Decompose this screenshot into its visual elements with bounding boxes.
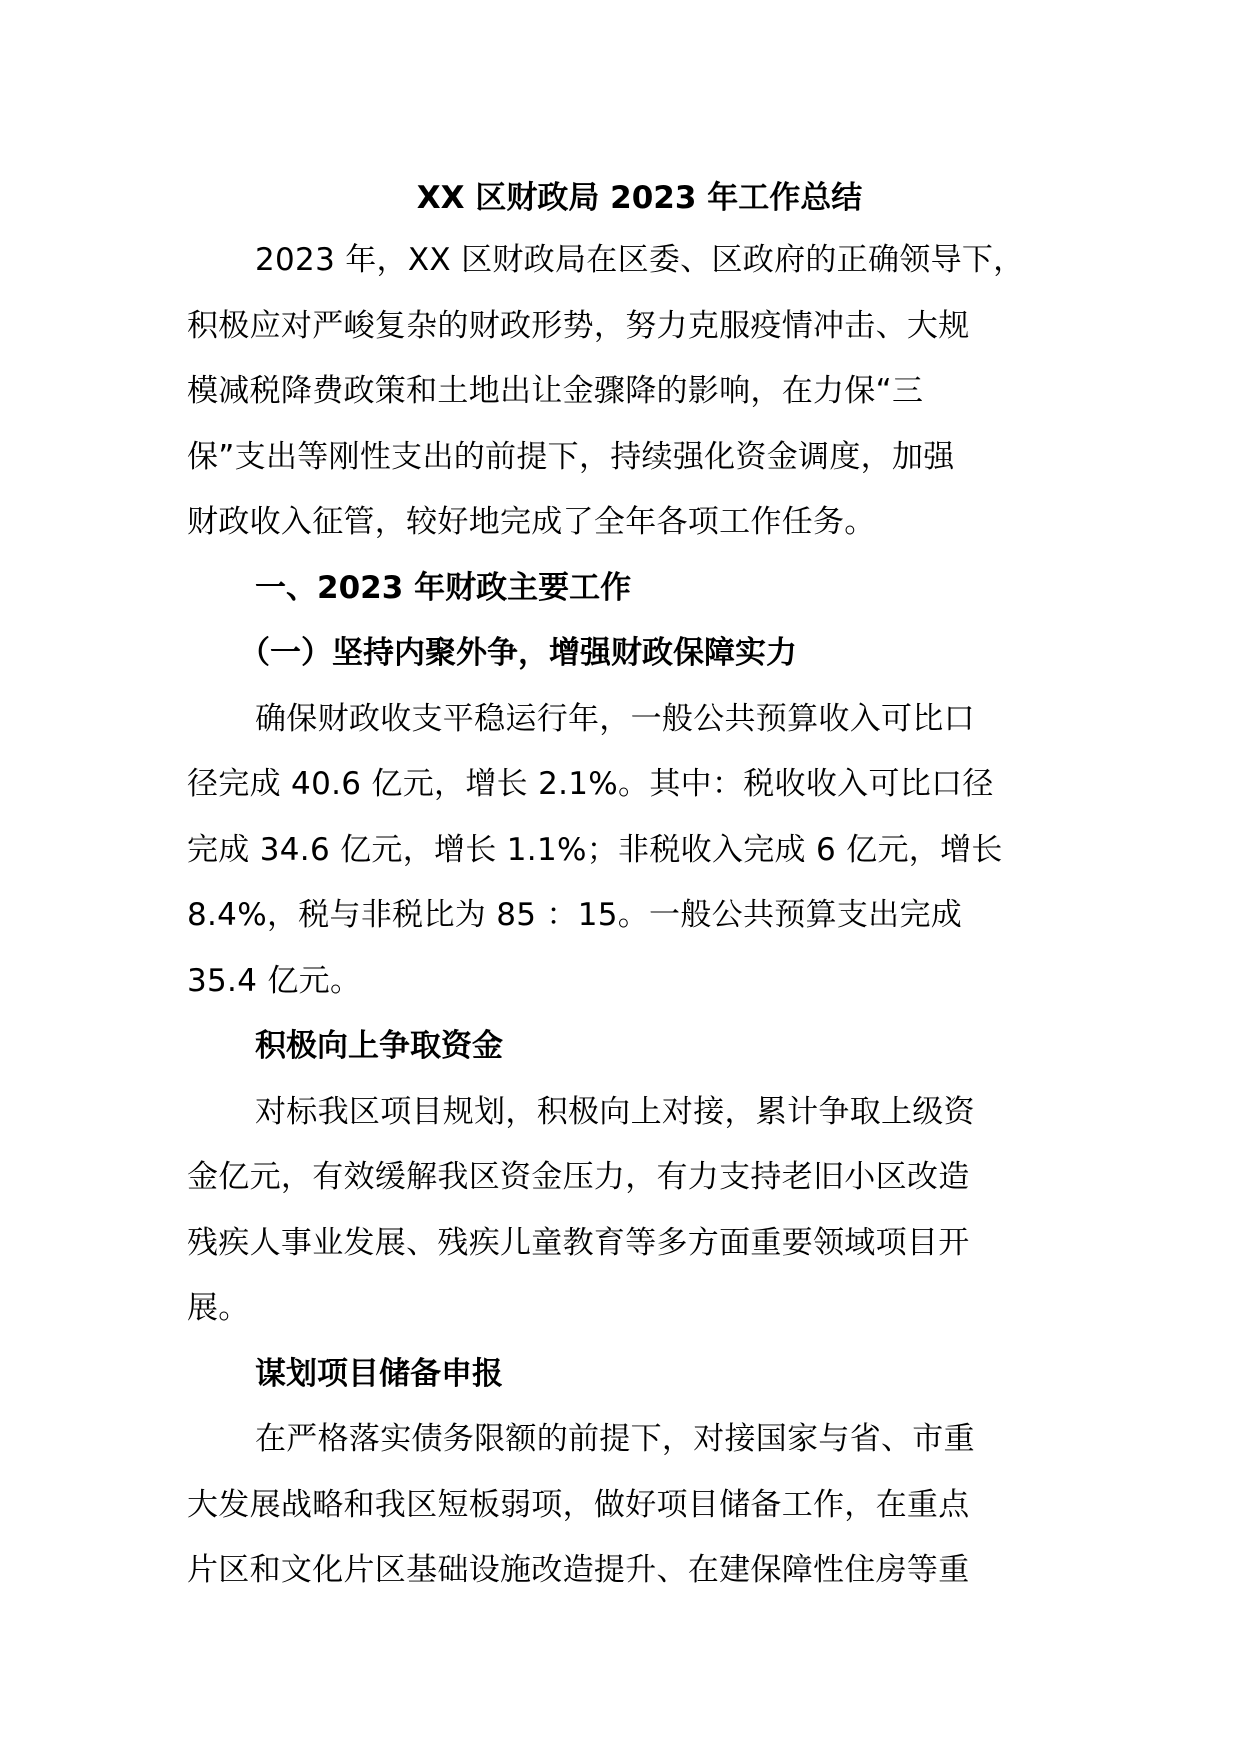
- intro-line-5: 财政收入征管，较好地完成了全年各项工作任务。: [187, 504, 876, 540]
- funds-heading: 积极向上争取资金: [255, 1028, 503, 1064]
- intro-line-2: 积极应对严峻复杂的财政形势，努力克服疫情冲击、大规: [187, 307, 970, 344]
- intro-line-3: 模减税降费政策和土地出让金骤降的影响，在力保“三: [187, 373, 924, 409]
- intro-line-1: 2023 年，XX 区财政局在区委、区政府的正确领导下，: [255, 242, 1025, 278]
- funds-paragraph: [187, 1080, 1067, 1342]
- funds-line-1: 对标我区项目规划，积极向上对接，累计争取上级资: [255, 1093, 975, 1130]
- funds-line-3: 残疾人事业发展、残疾儿童教育等多方面重要领域项目开: [187, 1224, 970, 1261]
- revenue-line-4: 8.4%，税与非税比为 85 ：15。一般公共预算支出完成: [187, 897, 963, 933]
- projects-paragraph: [187, 1407, 1067, 1604]
- intro-line-4: 保”支出等刚性支出的前提下，持续强化资金调度，加强: [187, 438, 955, 475]
- funds-line-2: 金亿元，有效缓解我区资金压力，有力支持老旧小区改造: [187, 1159, 970, 1195]
- projects-line-1: 在严格落实债务限额的前提下，对接国家与省、市重: [255, 1421, 975, 1457]
- projects-line-2: 大发展战略和我区短板弱项，做好项目储备工作，在重点: [187, 1486, 970, 1523]
- document-title: XX 区财政局 2023 年工作总结: [416, 180, 863, 216]
- revenue-line-5: 35.4 亿元。: [187, 962, 362, 999]
- funds-line-4: 展。: [187, 1290, 250, 1326]
- subsection-heading: （一）坚持内聚外争，增强财政保障实力: [239, 635, 797, 671]
- intro-paragraph: [187, 228, 1067, 556]
- projects-line-3: 片区和文化片区基础设施改造提升、在建保障性住房等重: [187, 1552, 970, 1588]
- projects-heading: 谋划项目储备申报: [255, 1355, 503, 1392]
- revenue-line-3: 完成 34.6 亿元，增长 1.1%；非税收入完成 6 亿元，增长: [187, 831, 1003, 868]
- document-page: [187, 166, 1067, 1604]
- revenue-line-1: 确保财政收支平稳运行年，一般公共预算收入可比口: [255, 700, 975, 737]
- section-heading: 一、2023 年财政主要工作: [255, 569, 632, 606]
- revenue-line-2: 径完成 40.6 亿元，增长 2.1%。其中：税收收入可比口径: [187, 766, 994, 802]
- revenue-paragraph: [187, 687, 1067, 1015]
